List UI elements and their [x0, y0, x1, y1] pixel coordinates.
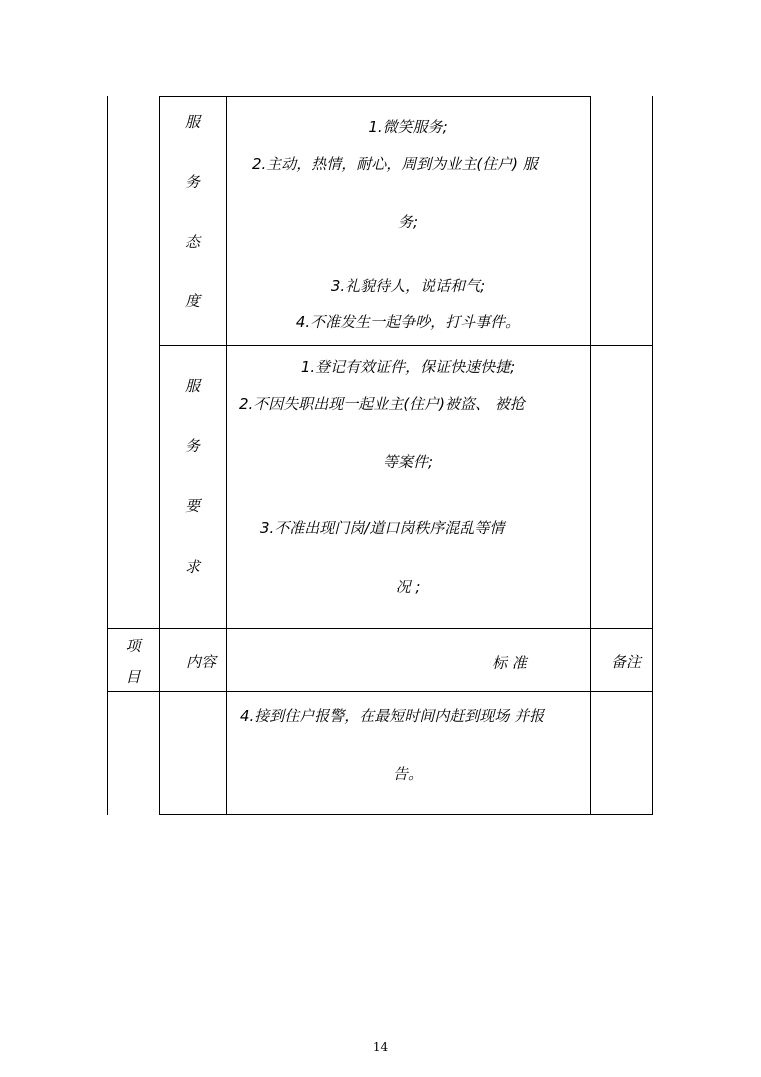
standard-line: 4.不准发生一起争吵，打斗事件。	[295, 313, 521, 331]
grid-line	[107, 96, 108, 815]
standard-line: 3.礼貌待人，说话和气;	[330, 277, 486, 295]
standard-line: 1.登记有效证件，保证快速快捷;	[300, 358, 516, 376]
grid-line	[159, 814, 653, 815]
header-standard: 标 准	[492, 654, 527, 672]
section-label-char: 度	[184, 292, 200, 310]
header-content: 内容	[185, 653, 216, 671]
section-label-char: 务	[184, 437, 200, 455]
standard-line: 况 ;	[395, 578, 421, 596]
standard-line: 3.不准出现门岗/道口岗秩序混乱等情	[260, 519, 505, 537]
grid-line	[159, 96, 591, 97]
grid-line	[107, 691, 653, 692]
header-item-char: 目	[125, 668, 141, 686]
header-remarks: 备注	[610, 653, 641, 671]
section-label-char: 服	[184, 113, 200, 131]
page-number: 14	[372, 1040, 389, 1054]
section-label-char: 态	[184, 233, 200, 251]
grid-line	[652, 96, 653, 815]
standard-line: 等案件;	[382, 453, 434, 471]
standard-line: 务;	[397, 213, 419, 231]
standard-line: 2.不因失职出现一起业主(住户)被盗、 被抢	[239, 395, 525, 413]
section-label-char: 要	[184, 497, 200, 515]
standard-line: 1.微笑服务;	[368, 118, 448, 136]
standard-line: 告。	[392, 765, 423, 783]
section-label-char: 务	[184, 173, 200, 191]
header-item-char: 项	[125, 637, 141, 655]
standard-line: 2.主动，热情，耐心，周到为业主(住户) 服	[252, 155, 538, 173]
grid-line	[107, 628, 653, 629]
grid-line	[159, 345, 653, 346]
standard-line: 4.接到住户报警，在最短时间内赶到现场 并报	[240, 707, 545, 725]
section-label-char: 求	[184, 558, 200, 576]
grid-line	[590, 96, 591, 815]
section-label-char: 服	[184, 377, 200, 395]
grid-line	[159, 96, 160, 815]
